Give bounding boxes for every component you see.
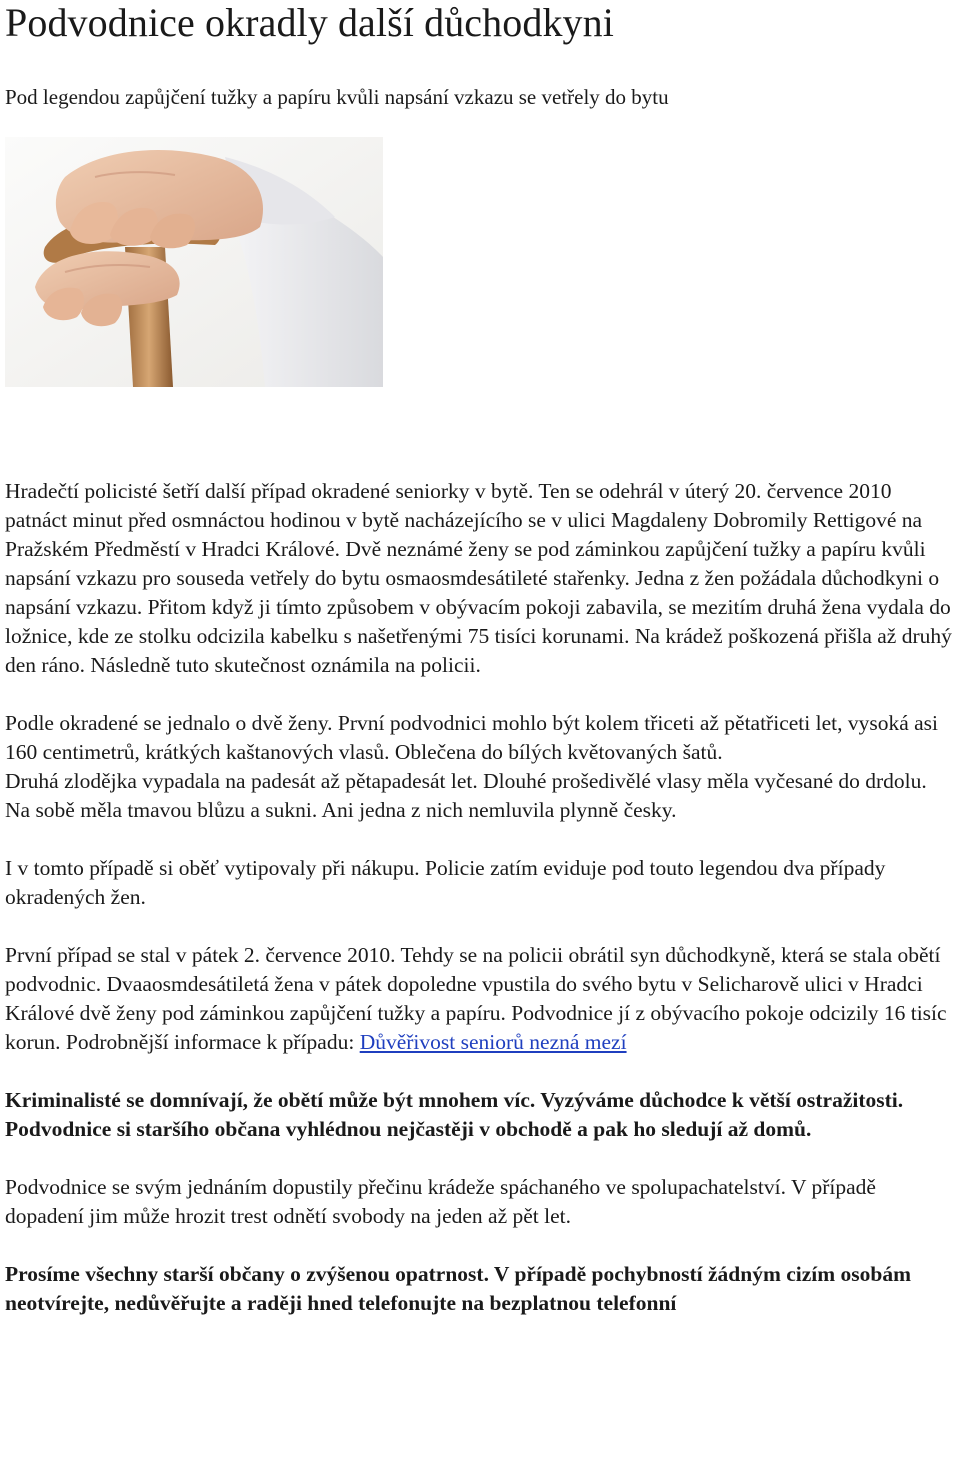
paragraph-second-suspect: Druhá zlodějka vypadala na padesát až pětapadesát let. Dlouhé prošedivělé vlasy měla vyčesané do drdolu. Na sobě měla tmavou blůzu a sukni. Ani jedna z nich nemluvila plynně česky.: [5, 769, 927, 822]
paragraph-victim-selection: I v tomto případě si oběť vytipovaly při nákupu. Policie zatím eviduje pod touto legendou dva případy okradených žen.: [5, 856, 886, 909]
elderly-hands-on-cane-image: [5, 137, 383, 387]
paragraph-first-case: [5, 941, 955, 1057]
warning-text: Kriminalisté se domnívají, že obětí může být mnohem víc. Vyzýváme důchodce k větší ostražitosti. Podvodnice si staršího občana vyhlédnou nejčastěji v obchodě a pak ho sledují až domů.: [5, 1088, 904, 1141]
related-article-link[interactable]: Důvěřivost seniorů nezná mezí: [359, 1030, 627, 1054]
article-photo: [5, 137, 383, 387]
article-subtitle: Pod legendou zapůjčení tužky a papíru kvůli napsání vzkazu se vetřely do bytu: [5, 85, 669, 109]
paragraph-legal: Podvodnice se svým jednáním dopustily přečinu krádeže spáchaného ve spolupachatelství. V případě dopadení jim může hrozit trest odnětí svobody na jeden až pět let.: [5, 1175, 876, 1228]
appeal-text: Prosíme všechny starší občany o zvýšenou opatrnost. V případě pochybností žádným cizím osobám neotvírejte, nedůvěřujte a raději hned telefonujte na bezplatnou telefonní: [5, 1262, 912, 1315]
paragraph-first-case-text: První případ se stal v pátek 2. července 2010. Tehdy se na policii obrátil syn důchodkyně, která se stala obětí podvodnic. Dvaaosmdesátiletá žena v pátek dopoledne vpustila do svého bytu v Selicharově ulici v Hradci Králové dvě ženy pod záminkou zapůjčení tužky a papíru. Podvodnice jí z obývacího pokoje odcizily 16 tisíc korun. Podrobnější informace k případu:: [5, 943, 947, 1054]
paragraph-warning: [5, 1086, 955, 1144]
article-title: Podvodnice okradly další důchodkyni: [5, 0, 614, 45]
paragraph-appeal: [5, 1260, 955, 1318]
paragraph-first-suspect: Podle okradené se jednalo o dvě ženy. První podvodnici mohlo být kolem třiceti až pětatřiceti let, vysoká asi 160 centimetrů, krátkých kaštanových vlasů. Oblečena do bílých květovaných šatů.: [5, 711, 939, 764]
article-body: [5, 477, 955, 1347]
paragraph-incident: Hradečtí policisté šetří další případ okradené seniorky v bytě. Ten se odehrál v úterý 20. července 2010 patnáct minut před osmnáctou hodinou v bytě nacházejícího se v ulici Magdaleny Dobromily Rettigové na Pražském Předměstí v Hradci Králové. Dvě neznámé ženy se pod záminkou zapůjčení tužky a papíru kvůli napsání vzkazu pro souseda vetřely do bytu osmaosmdesátileté stařenky. Jedna z žen požádala důchodkyni o napsání vzkazu. Přitom když ji tímto způsobem v obývacím pokoji zabavila, se mezitím druhá žena vydala do ložnice, kde ze stolku odcizila kabelku s našetřenými 75 tisíci korunami. Na krádež poškozená přišla až druhý den ráno. Následně tuto skutečnost oznámila na policii.: [5, 479, 952, 677]
